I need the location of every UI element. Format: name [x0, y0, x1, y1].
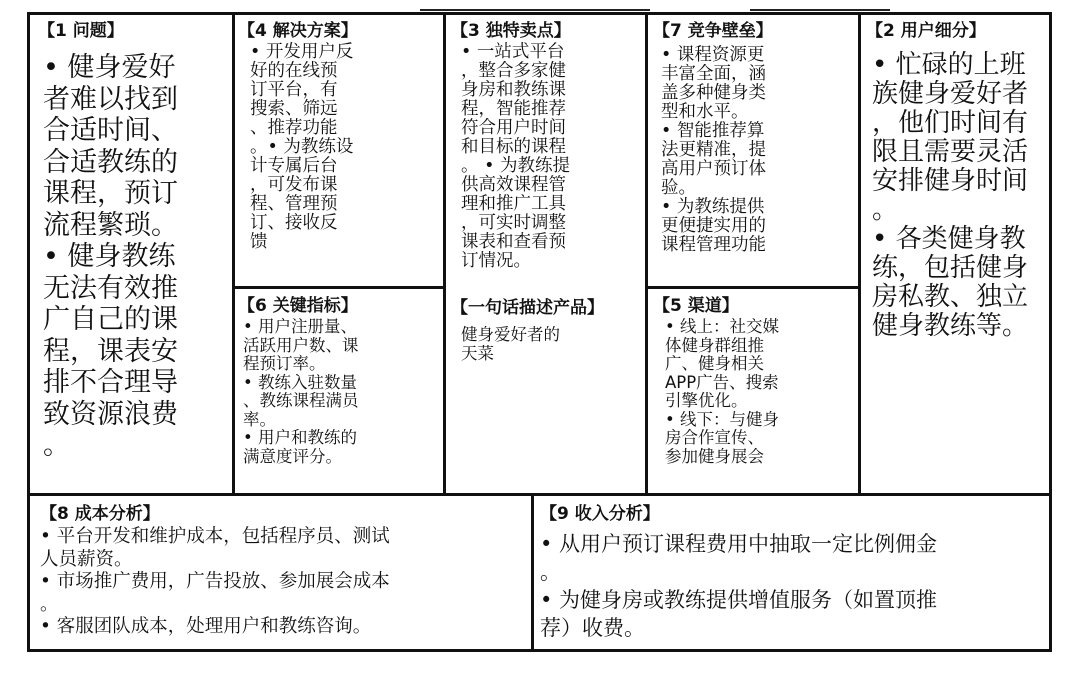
- divider: [232, 286, 446, 289]
- cropped-header-line: [0, 0, 1080, 12]
- divider: [858, 15, 861, 493]
- divider: [645, 15, 648, 493]
- header-underline: [750, 9, 890, 11]
- customer-segments-title: 【2 用户细分】: [866, 21, 986, 41]
- problem-text: • 健身爱好 者难以找到 合适时间、 合适教练的 课程，预订 流程繁琐。 • 健身教练 无法有效推 广自己的课 程，课表安 排不合理导 致资源浪费 。: [43, 52, 178, 461]
- cost-structure-text: • 平台开发和维护成本，包括程序员、测试 人员薪资。 • 市场推广费用，广告投放、参加展会成本 。 • 客服团队成本，处理用户和教练咨询。: [40, 526, 390, 637]
- divider: [232, 15, 235, 493]
- uvp-text: • 一站式平台 ，整合多家健 身房和教练课 程，智能推荐 符合用户时间 和目标的课程 。 • 为教练提 供高效课程管 理和推广工具 ，可实时调整 课表和查看预 订情况。: [461, 42, 570, 271]
- revenue-streams-section: [540, 502, 1048, 648]
- channels-section: [653, 294, 857, 492]
- solution-text: • 开发用户反 好的在线预 订平台，有 搜索、筛远 、推荐功能 。• 为教练设 计专属后台 ，可发布课 程、管理预 订、接收反 馈: [250, 42, 354, 252]
- customer-segments-section: [866, 19, 1046, 489]
- revenue-streams-text: • 从用户预订课程费用中抽取一定比例佣金 。 • 为健身房或教练提供增值服务（如置顶推 荐）收费。: [540, 532, 938, 640]
- key-metrics-text: • 用户注册量、 活跃用户数、课 程预订率。 • 教练入驻数量 、教练课程满员 率。 • 用户和教练的 满意度评分。: [243, 317, 359, 466]
- uvp-title: 【3 独特卖点】: [451, 21, 571, 41]
- uvp-section: [451, 19, 643, 295]
- customer-segments-text: • 忙碌的上班 族健身爱好者 ，他们时间有 限且需要灵活 安排健身时间 。 • 各类健身教 练，包括健身 房私教、独立 健身教练等。: [872, 50, 1029, 341]
- unfair-advantage-section: [653, 19, 857, 285]
- one-liner-text: 健身爱好者的 天菜: [461, 325, 560, 363]
- one-liner-section: [451, 296, 643, 486]
- divider: [30, 493, 1049, 496]
- problem-section: [38, 19, 230, 489]
- header-underline: [420, 9, 650, 11]
- unfair-advantage-text: • 课程资源更 丰富全面，涵 盖多种健身类 型和水平。 • 智能推荐算 法更精准，提 高用户预订体 验。 • 为教练提供 更便捷实用的 课程管理功能: [661, 45, 766, 255]
- revenue-streams-title: 【9 收入分析】: [540, 504, 660, 524]
- unfair-advantage-title: 【7 竞争壁垒】: [653, 21, 773, 41]
- divider: [645, 286, 861, 289]
- lean-canvas-grid: [27, 12, 1052, 652]
- divider: [531, 493, 534, 649]
- cost-structure-title: 【8 成本分析】: [40, 504, 160, 524]
- solution-section: [238, 19, 442, 285]
- one-liner-title: 【一句话描述产品】: [451, 298, 604, 318]
- key-metrics-title: 【6 关键指标】: [238, 296, 358, 316]
- cost-structure-section: [40, 502, 528, 648]
- channels-title: 【5 渠道】: [653, 296, 739, 316]
- key-metrics-section: [238, 294, 442, 492]
- problem-title: 【1 问题】: [38, 21, 124, 41]
- solution-title: 【4 解决方案】: [238, 21, 358, 41]
- channels-text: • 线上：社交媒 体健身群组推 广、健身相关 APP广告、搜索 引擎优化。 • 线下：与健身 房合作宣传、 参加健身展会: [665, 317, 779, 466]
- divider: [443, 15, 446, 493]
